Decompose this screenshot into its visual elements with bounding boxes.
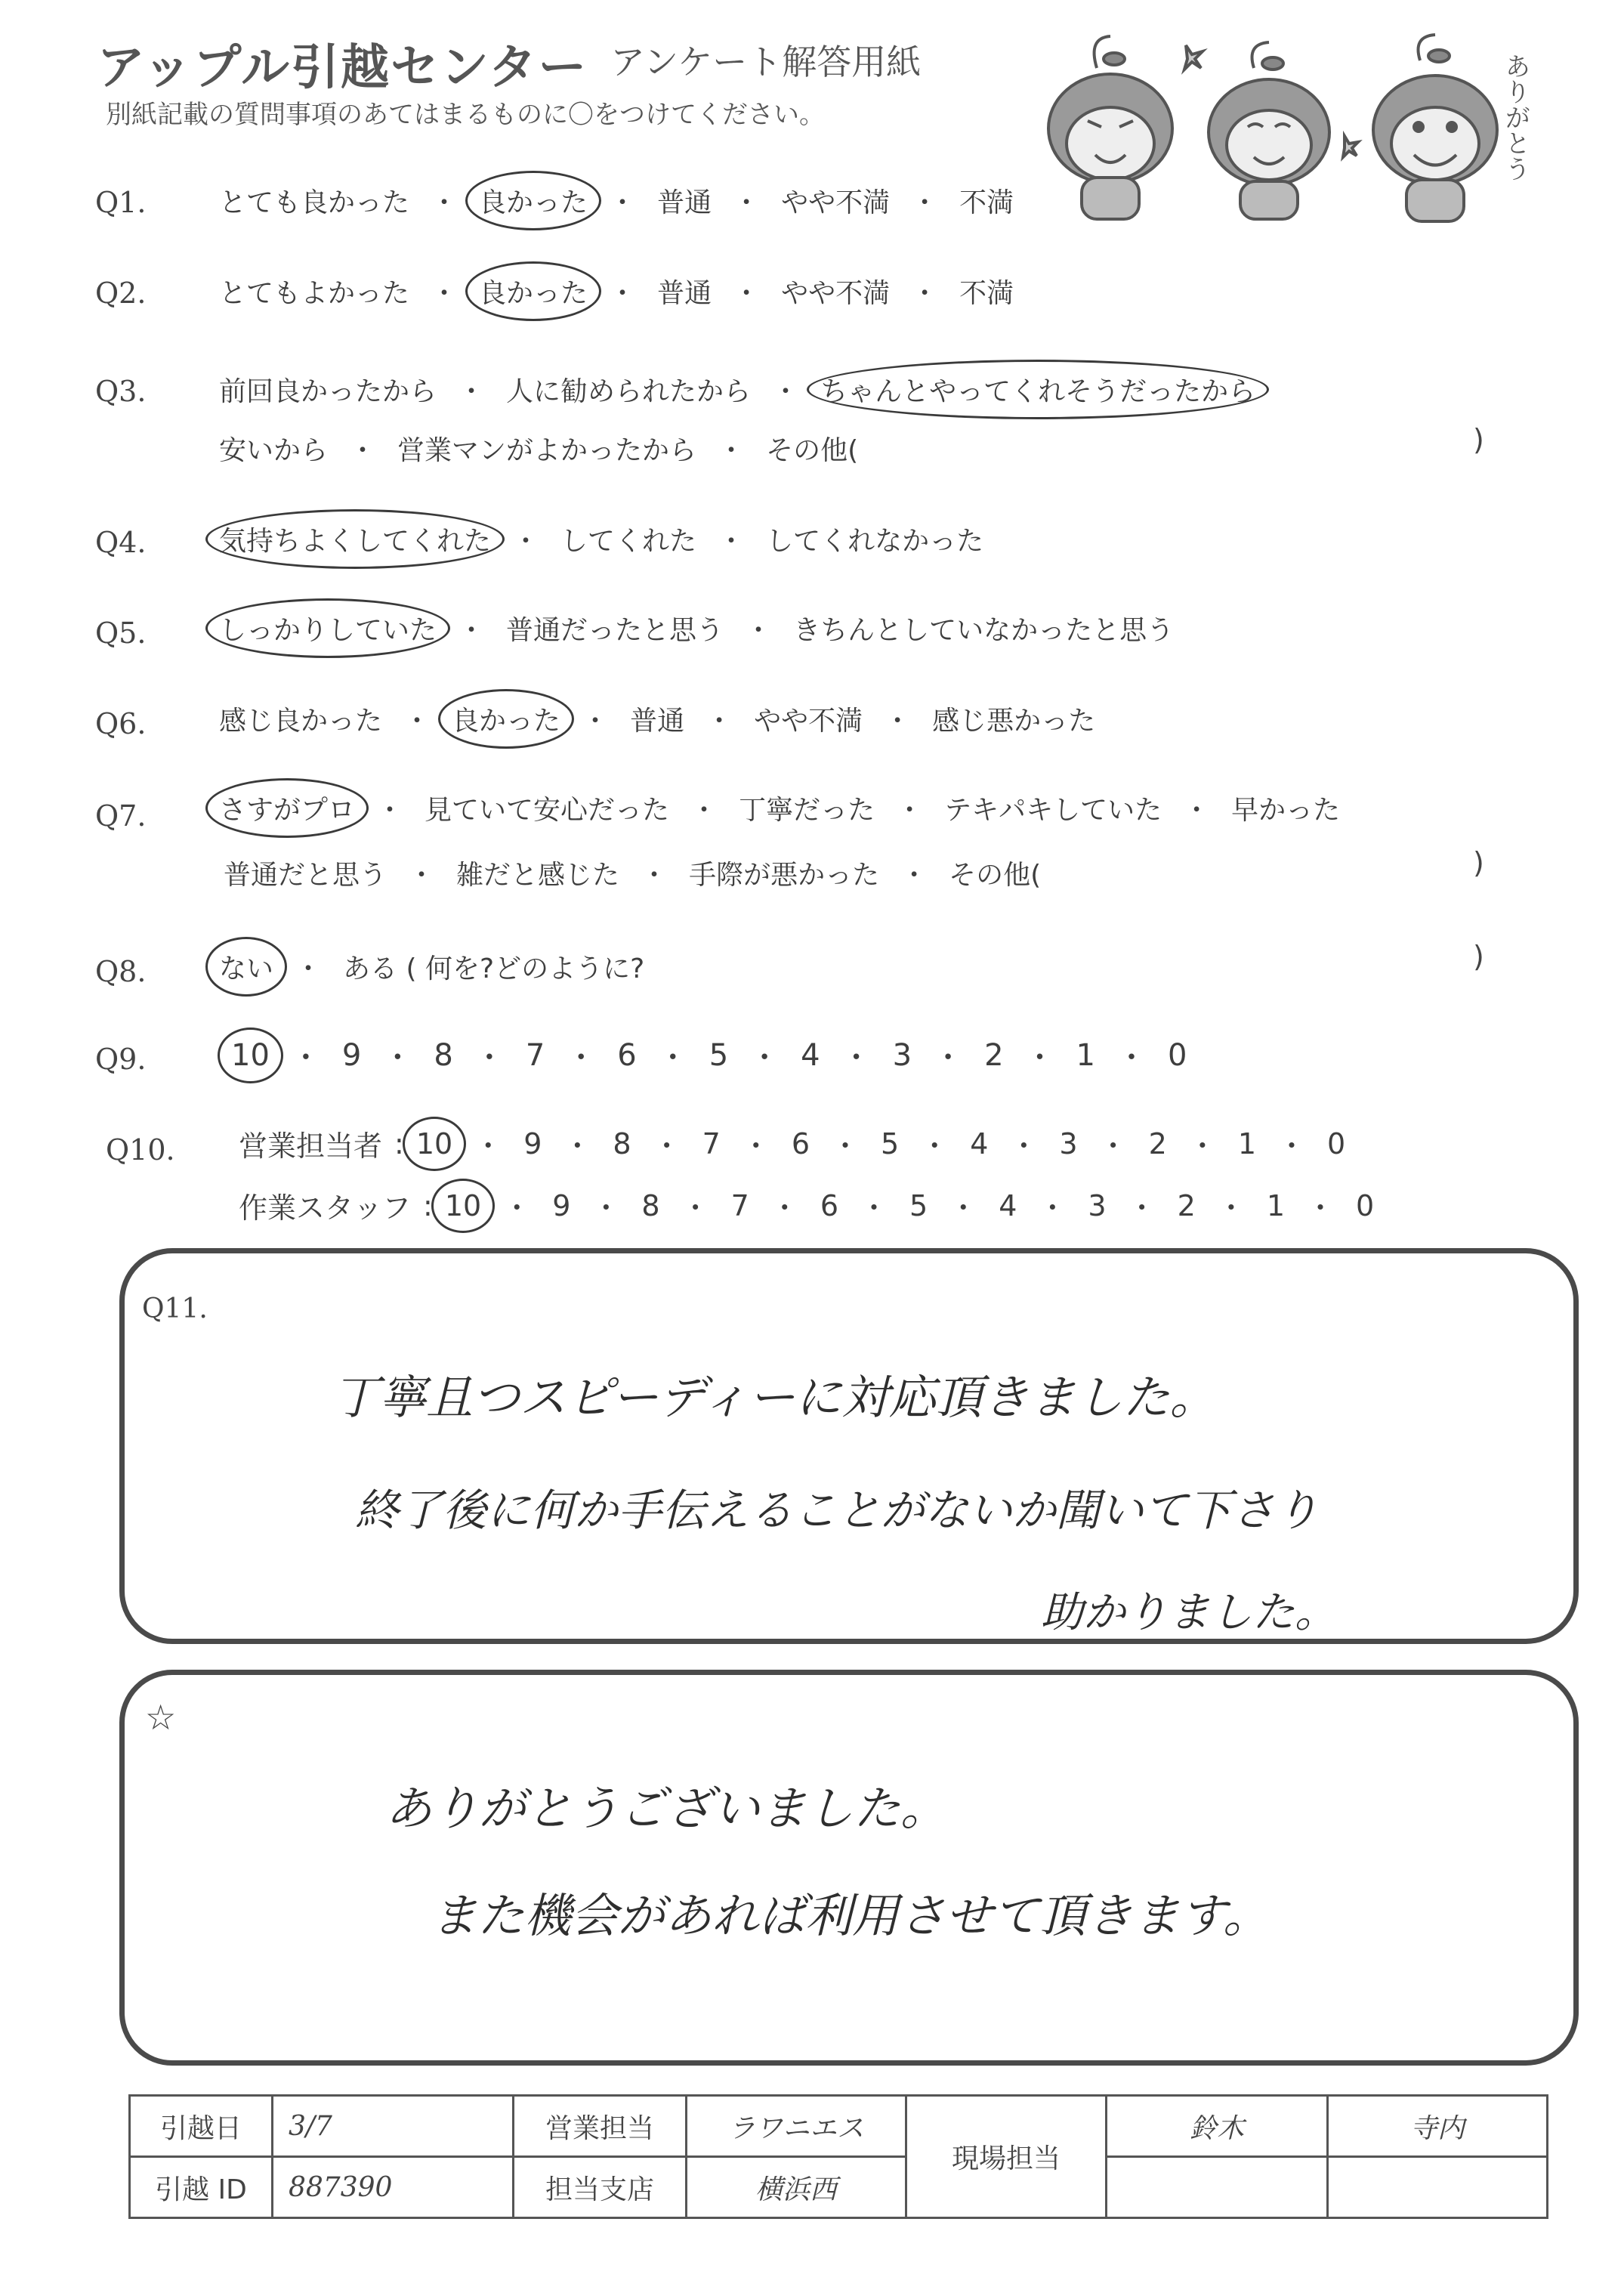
q7-options-line1: さすがプロ ・ 見ていて安心だった ・ 丁寧だった ・ テキパキしていた ・ 早かった — [215, 789, 1345, 827]
form-name: アンケート解答用紙 — [610, 42, 922, 82]
q3-option[interactable]: 営業マンがよかったから — [397, 435, 697, 466]
q2-option[interactable]: とてもよかった — [219, 278, 410, 309]
branch-label: 担当支店 — [514, 2157, 687, 2218]
q10-staff-score[interactable]: 0 — [1356, 1188, 1375, 1222]
q10-row-name: 作業スタッフ — [239, 1191, 412, 1225]
q10-sales-score[interactable]: 4 — [970, 1126, 989, 1160]
q6-options: 感じ良かった ・ 良かった ・ 普通 ・ やや不満 ・ 感じ悪かった — [215, 700, 1100, 738]
q2-option-selected[interactable]: 良かった — [474, 272, 592, 311]
q3-option[interactable]: 前回良かったから — [219, 376, 437, 407]
monkey-face-2 — [1209, 42, 1329, 219]
site-staff-empty-cell — [1328, 2157, 1548, 2218]
q4-options: 気持ちよくしてくれた ・ してくれた ・ してくれなかった — [215, 520, 988, 558]
q10-sales-score[interactable]: 0 — [1327, 1126, 1346, 1160]
q6-option[interactable]: 普通 — [630, 706, 685, 737]
q10-staff-score[interactable]: 7 — [730, 1188, 749, 1222]
q1-option[interactable]: 普通 — [657, 187, 712, 218]
q6-option[interactable]: やや不満 — [754, 706, 863, 737]
q10-label: Q10. — [106, 1133, 175, 1167]
q2-option[interactable]: 普通 — [657, 278, 712, 309]
q9-score[interactable]: 9 — [341, 1037, 362, 1073]
star-comment-box[interactable] — [119, 1670, 1579, 2066]
site-staff-1[interactable]: 鈴木 — [1107, 2096, 1328, 2157]
q6-option[interactable]: 感じ良かった — [219, 706, 383, 737]
q8-option[interactable]: ある ( 何を?どのように? — [343, 953, 645, 984]
q9-score[interactable]: 0 — [1167, 1037, 1187, 1073]
q9-score[interactable]: 7 — [525, 1037, 545, 1073]
q7-option[interactable]: テキパキしていた — [944, 795, 1162, 826]
q6-label: Q6. — [95, 707, 147, 740]
q10-sales-score[interactable]: 2 — [1148, 1126, 1167, 1160]
q3-label: Q3. — [95, 375, 147, 408]
q10-staff-score[interactable]: 1 — [1266, 1188, 1286, 1222]
move-id-value[interactable]: 887390 — [273, 2157, 514, 2218]
q9-score-selected[interactable]: 10 — [227, 1038, 274, 1073]
q10-staff-score[interactable]: 9 — [552, 1188, 571, 1222]
q9-options: 10 ・ 9 ・ 8 ・ 7 ・ 6 ・ 5 ・ 4 ・ 3 ・ 2 ・ 1 ・ 0 — [227, 1034, 1191, 1077]
q2-options: とてもよかった ・ 良かった ・ 普通 ・ やや不満 ・ 不満 — [215, 272, 1018, 311]
q10-staff-score[interactable]: 5 — [909, 1188, 928, 1222]
q9-score[interactable]: 4 — [801, 1037, 820, 1073]
q10-staff-score-selected[interactable]: 10 — [440, 1189, 486, 1222]
q1-option[interactable]: とても良かった — [219, 187, 410, 218]
q10-staff-score[interactable]: 6 — [820, 1188, 838, 1222]
q9-score[interactable]: 5 — [709, 1037, 729, 1073]
q7-option[interactable]: 早かった — [1231, 795, 1341, 826]
q7-label: Q7. — [95, 799, 147, 833]
q10-sales-score[interactable]: 3 — [1059, 1126, 1078, 1160]
q9-score[interactable]: 3 — [892, 1037, 912, 1073]
q1-option[interactable]: 不満 — [959, 187, 1014, 218]
q2-option[interactable]: 不満 — [959, 278, 1014, 309]
q2-option[interactable]: やや不満 — [781, 278, 891, 309]
q1-label: Q1. — [95, 186, 147, 219]
q6-option-selected[interactable]: 良かった — [447, 700, 565, 738]
q7-option[interactable]: 見ていて安心だった — [425, 795, 670, 826]
sales-rep-label: 営業担当 — [514, 2096, 687, 2157]
q9-label: Q9. — [95, 1043, 147, 1076]
q7-option-selected[interactable]: さすがプロ — [215, 789, 360, 827]
site-staff-2[interactable]: 寺内 — [1328, 2096, 1548, 2157]
q9-score[interactable]: 2 — [984, 1037, 1004, 1073]
q5-label: Q5. — [95, 617, 147, 650]
q3-options-line1: 前回良かったから ・ 人に勧められたから ・ ちゃんとやってくれそうだったから — [215, 370, 1260, 409]
q10-staff-score[interactable]: 2 — [1177, 1188, 1196, 1222]
star-comment-line: また機会があれば利用させて頂きます。 — [431, 1888, 1270, 1943]
mascot-illustration — [1035, 23, 1548, 227]
q8-close-paren: ) — [1473, 940, 1484, 973]
monkey-face-1 — [1048, 36, 1172, 219]
q7-option[interactable]: 雑だと感じた — [456, 860, 620, 891]
q8-options: ない ・ ある ( 何を?どのように? — [215, 947, 649, 986]
q10-staff-score[interactable]: 3 — [1088, 1188, 1107, 1222]
q2-label: Q2. — [95, 277, 147, 310]
q5-options: しっかりしていた ・ 普通だったと思う ・ きちんとしていなかったと思う — [215, 609, 1178, 647]
q9-score[interactable]: 1 — [1076, 1037, 1095, 1073]
q7-option-other[interactable]: その他( — [949, 860, 1042, 891]
q7-option[interactable]: 普通だと思う — [224, 860, 387, 891]
q10-staff-row: 作業スタッフ : 10 ・ 9 ・ 8 ・ 7 ・ 6 ・ 5 ・ 4 ・ 3 ・ 2 ・ 1 ・ 0 — [234, 1185, 1379, 1226]
q10-sales-score[interactable]: 6 — [791, 1126, 810, 1160]
company-name: アップル引越センター — [97, 40, 588, 96]
q10-staff-score[interactable]: 4 — [999, 1188, 1017, 1222]
q9-score[interactable]: 6 — [617, 1037, 637, 1073]
q8-label: Q8. — [95, 955, 147, 988]
star-icon: ☆ — [145, 1697, 177, 1738]
instruction-text: 別紙記載の質問事項のあてはまるものに〇をつけてください。 — [106, 100, 825, 130]
q10-sales-score[interactable]: 5 — [881, 1126, 900, 1160]
branch-value[interactable]: 横浜西 — [687, 2157, 906, 2218]
q10-sales-score[interactable]: 8 — [613, 1126, 631, 1160]
mascot-text: ありがとう — [1500, 53, 1530, 181]
q8-option-selected[interactable]: ない — [215, 947, 278, 986]
monkey-face-3 — [1373, 35, 1497, 221]
q1-option[interactable]: やや不満 — [781, 187, 891, 218]
q11-label: Q11. — [142, 1293, 208, 1324]
q3-option[interactable]: 安いから — [219, 435, 329, 466]
q1-option-selected[interactable]: 良かった — [474, 181, 592, 220]
q11-comment-line: 助かりました。 — [1041, 1588, 1337, 1637]
move-date-label: 引越日 — [130, 2096, 273, 2157]
q10-staff-score[interactable]: 8 — [641, 1188, 660, 1222]
q3-option[interactable]: 人に勧められたから — [506, 376, 752, 407]
q1-options: とても良かった ・ 良かった ・ 普通 ・ やや不満 ・ 不満 — [215, 181, 1018, 220]
q10-sales-score[interactable]: 7 — [702, 1126, 721, 1160]
site-staff-empty-cell — [1107, 2157, 1328, 2218]
q9-score[interactable]: 8 — [434, 1037, 453, 1073]
q4-option-selected[interactable]: 気持ちよくしてくれた — [215, 520, 496, 558]
q3-option-other[interactable]: その他( — [766, 435, 859, 466]
q3-options-line2: 安いから ・ 営業マンがよかったから ・ その他( — [215, 429, 863, 468]
footer-info-table — [128, 2094, 1548, 2219]
q5-option[interactable]: きちんとしていなかったと思う — [793, 615, 1175, 646]
q11-comment-line: 終了後に何か手伝えることがないか聞いて下さり — [355, 1485, 1320, 1536]
q10-sales-score[interactable]: 9 — [523, 1126, 542, 1160]
q3-close-paren: ) — [1473, 423, 1484, 456]
site-staff-label: 現場担当 — [906, 2096, 1107, 2218]
q5-option-selected[interactable]: しっかりしていた — [215, 609, 441, 647]
move-date-value[interactable]: 3/7 — [273, 2096, 514, 2157]
star-comment-line: ありがとうございました。 — [385, 1781, 948, 1836]
q7-option[interactable]: 手際が悪かった — [689, 860, 880, 891]
q7-option[interactable]: 丁寧だった — [739, 795, 875, 826]
q11-comment-line: 丁寧且つスピーディーに対応頂きました。 — [332, 1370, 1217, 1425]
q7-options-line2: 普通だと思う ・ 雑だと感じた ・ 手際が悪かった ・ その他( — [219, 854, 1045, 892]
q3-option-selected[interactable]: ちゃんとやってくれそうだったから — [816, 370, 1260, 409]
q10-row-name: 営業担当者 — [239, 1130, 383, 1163]
q7-close-paren: ) — [1473, 846, 1484, 879]
move-id-label: 引越 ID — [130, 2157, 273, 2218]
q4-option[interactable]: してくれなかった — [766, 526, 984, 557]
q6-option[interactable]: 感じ悪かった — [932, 706, 1096, 737]
q10-sales-score-selected[interactable]: 10 — [412, 1127, 457, 1160]
q4-option[interactable]: してくれた — [560, 526, 697, 557]
q10-sales-score[interactable]: 1 — [1237, 1126, 1257, 1160]
q5-option[interactable]: 普通だったと思う — [506, 615, 724, 646]
q4-label: Q4. — [95, 526, 147, 559]
sales-rep-value[interactable]: ラワニエス — [687, 2096, 906, 2157]
q10-sales-row: 営業担当者 : 10 ・ 9 ・ 8 ・ 7 ・ 6 ・ 5 ・ 4 ・ 3 ・ 2 ・ 1 ・ 0 — [234, 1123, 1350, 1164]
q11-comment-box[interactable] — [119, 1248, 1579, 1644]
